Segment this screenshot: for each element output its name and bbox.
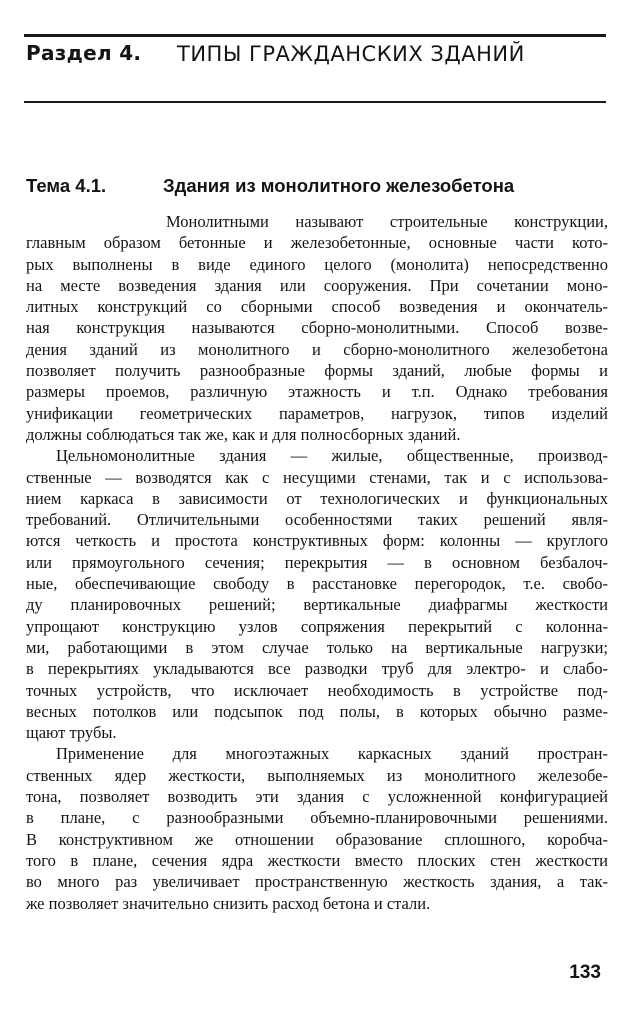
text-line: ются четкость и простота конструктивных форм: колонны — круглого [26,531,608,551]
text-line: размеры проемов, различную этажность и т.п. Однако требования [26,382,608,402]
text-line: ственных ядер жесткости, выполняемых из монолитного железобе- [26,765,608,785]
text-line: щают трубы. [26,723,117,743]
header-bottom-rule [24,101,606,103]
text-line: в перекрытиях укладываются все разводки труб для электро- и слабо- [26,659,608,679]
text-line: унификации геометрических параметров, нагрузок, типов изделий [26,403,608,423]
text-line: ственные — возводятся как с несущими стенами, так и с использова- [26,467,608,487]
topic-number: Тема 4.1. [26,175,107,196]
text-line: нием каркаса в зависимости от технологических и функциональных [26,488,608,508]
text-line: позволяет получить разнообразные формы зданий, любые формы и [26,361,608,381]
text-line: ду планировочных решений; вертикальные диафрагмы жесткости [26,595,608,615]
text-line: Монолитными называют строительные конструкции, [166,212,608,231]
text-line: или прямоугольного сечения; перекрытия — в основном безбалоч- [26,552,608,572]
text-line: литных конструкций со сборными способ возведения и окончатель- [26,297,608,317]
text-line: во много раз увеличивает пространственную жесткость здания, а так- [26,872,608,892]
text-line: же позволяет значительно снизить расход бетона и стали. [26,893,431,913]
body-text [26,211,608,914]
text-line: должны соблюдаться так же, как и для полносборных зданий. [26,424,461,444]
text-line: Применение для многоэтажных каркасных зданий простран- [56,744,608,764]
text-line: в плане, с разнообразными объемно-планировочными решениями. [26,808,608,828]
text-line: ная конструкция называются сборно-монолитными. Способ возве- [26,318,608,338]
text-line: ми, работающими в этом случае только на вертикальные нагрузки; [26,637,608,657]
text-line: того в плане, сечения ядра жесткости вместо плоских стен жесткости [26,850,608,870]
text-line: тона, позволяет возводить эти здания с усложненной конфигурацией [26,787,608,807]
text-line: ные, обеспечивающие свободу в расстановке перегородок, т.е. свобо- [26,574,608,594]
text-line: Цельномонолитные здания — жилые, общественные, производ- [56,446,608,466]
header-top-rule [24,34,606,37]
text-line: точных устройств, что исключает необходимость в устройстве под- [26,680,608,700]
text-line: главным образом бетонные и железобетонные, основные части кото- [26,233,608,253]
text-line: на месте возведения здания или сооружения. При сочетании моно- [26,275,608,295]
topic-title: Здания из монолитного железобетона [163,175,515,196]
text-line: рых выполнены в виде единого целого (монолита) непосредственно [26,254,608,274]
page-number: 133 [569,962,601,983]
section-title: ТИПЫ ГРАЖДАНСКИХ ЗДАНИЙ [177,42,525,66]
text-line: дения зданий из монолитного и сборно-монолитного железобетона [26,339,608,359]
text-line: В конструктивном же отношении образование сплошного, коробча- [26,829,608,849]
section-label: Раздел 4. [26,41,142,65]
text-line: требований. Отличительными особенностями таких решений явля- [26,510,608,530]
text-line: упрощают конструкцию узлов сопряжения перекрытий с колонна- [26,616,608,636]
text-line: весных потолков или подсыпок под полы, в которых обычно разме- [26,701,608,721]
